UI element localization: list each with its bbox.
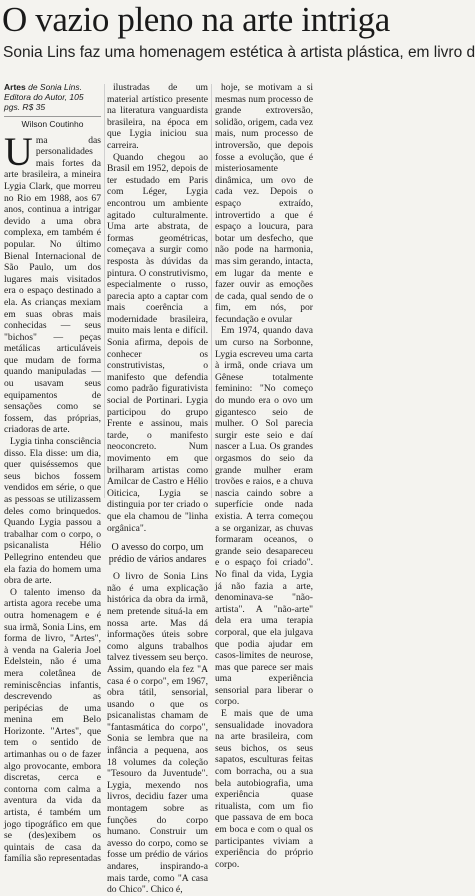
column-1 xyxy=(4,82,101,865)
paragraph-4: ilustradas de um material artístico presente na literatura vanguardista brasileira, na época em que Lygia iniciou sua carreira. xyxy=(107,82,208,151)
intertitle: O avesso do corpo, um prédio de vários andares xyxy=(108,542,207,565)
paragraph-9: E mais que de uma sensualidade inovadora na arte brasileira, com seus bichos, os seus sapatos, esculturas feitas com borracha, ou a sua bela autobiografia, uma experiência quase ritualista, com um fio que passava de em boca em boca e com o qual os participantes viviam a experiência do próprio corpo. xyxy=(215,708,313,870)
paragraph-6: O livro de Sonia Lins não é uma explicação histórica da obra da irmã, nem pretende situá-la em nossa arte. Mas dá informações úteis sobre como alguns trabalhos talvez tivessem seu berço. Assim, quando ela fez "A casa é o corpo", em 1967, obra tátil, sensorial, usando o que os psicanalistas chamam de "fantasmática do corpo", Sonia se lembra que na infância a pequena, aos 18 volumes da coleção "Tesouro da Juventude". Lygia, mexendo nos livros, decidiu fazer uma montagem sobre as funções do corpo humano. Construir um avesso do corpo, como se fosse um prédio de vários andares, inspirando-a mais tarde, como "A casa do Chico". Chico é, xyxy=(107,571,208,896)
byline: Wilson Coutinho xyxy=(4,116,101,131)
paragraph-2: Lygia tinha consciência disso. Ela disse: um dia, quer quiséssemos que seus bichos fossem vendidos em série, o que as pessoas se utilizassem deles como brinquedos. Quando Lygia passou a trabalhar com o corpo, o psicanalista Hélio Pellegrino entendeu que ela fazia do homem uma obra de arte. xyxy=(4,436,101,587)
book-credit-details: de Sonia Lins. Editora do Autor, 105 pgs. R$ 35 xyxy=(4,82,84,112)
drop-cap: U xyxy=(4,128,33,174)
paragraph-5: Quando chegou ao Brasil em 1952, depois de ter estudado em Paris com Léger, Lygia encontrou um ambiente agitado culturalmente. Uma arte abstrata, de formas geométricas, começava a surgir como resposta às dúvidas da pintura. O construtivismo, especialmente o russo, parecia apto a captar com mais coerência a modernidade brasileira, muito mais lenta e difícil. Sonia afirma, depois de conhecer os construtivistas, o manifesto que defendia como padrão figurativista social de Portinari. Lygia participou do grupo Frente e assinou, mais tarde, o manifesto neoconcreto. Num movimento em que brilharam artistas como Amilcar de Castro e Hélio Oiticica, Lygia se distinguia por ter criado o que ela chamou de "linha orgânica". xyxy=(107,151,208,534)
book-credit xyxy=(4,82,101,112)
column-rule xyxy=(211,84,212,498)
paragraph-3: O talento imenso da artista agora recebe uma outra homenagem e é sua irmã, Sonia Lins, em forma de livro, "Artes", à venda na Galeria Joel Edelstein, não é uma mera coletânea de reminiscências infantis, descrevendo as peripécias de uma menina em Belo Horizonte. "Artes", que tem o sentido de artimanhas ou o de fazer algo provocante, embora discretas, cerca e contorna com calma a aventura da vida da artista, é também um jogo tipográfico em que se (des)exibem os quintais de casa da família são representadas xyxy=(4,586,101,865)
paragraph-8: Em 1974, quando dava um curso na Sorbonne, Lygia escreveu uma carta à irmã, onde criava um Gênese totalmente feminino: "No começo do mundo era o ovo um gigantesco seio de mulher. O Sol parecia surgir este seio e daí nascer a Lua. Os grandes orgasmos do seio da grande mulher eram trovões e raios, e a chuva nascia caindo sobre a superfície onde nada existia. A terra começou a se organizar, as chuvas formaram oceanos, o grande seio desapareceu e o espaço foi criado". No final da vida, Lygia já não fazia a arte, denominava-se "não-artista". A "não-arte" dela era uma terapia corporal, que ela julgava que podia ajudar em casos-limites de neurose, mas que parece ser mais uma experiência sensorial para liberar o corpo. xyxy=(215,325,313,708)
subheadline: Sonia Lins faz uma homenagem estética à artista plástica, em livro d xyxy=(3,44,475,61)
column-rule xyxy=(104,84,105,498)
headline: O vazio pleno na arte intriga xyxy=(2,0,390,39)
column-3 xyxy=(215,82,313,870)
book-credit-title: Artes xyxy=(4,82,26,92)
paragraph-7: hoje, se motivam a si mesmas num processo de grande extroversão, solidão, origem, cada vez mais, num processo de introversão, que depois fosse a evolução, que é misteriosamente dinâmica, um ovo de cada vez. Depois o espaço extraído, introvertido a que é espaço a loucura, para botar um desfecho, que não pode na harmonia, mas sim gerando, intacta, em lugar da mente e fazer ouvir as emoções de cada, qual sendo de o fim, em nós, por fecundação e ovular xyxy=(215,82,313,325)
column-2 xyxy=(107,82,208,896)
paragraph-1: Uma das personalidades mais fortes da arte brasileira, a mineira Lygia Clark, que morreu no Rio em 1988, aos 67 anos, continua a intrigar devido a uma obra complexa, em também é popular. No último Bienal Internacional de São Paulo, um dos lugares mais visitados era o espaço destinado a ela. As crianças mexiam em suas obras mais conhecidas — seus "bichos" — peças metálicas articuláveis que mudam de forma quando manipuladas — ou usavam seus equipamentos de sensações como se fossem, das próprias, criadoras de arte. xyxy=(4,128,101,436)
